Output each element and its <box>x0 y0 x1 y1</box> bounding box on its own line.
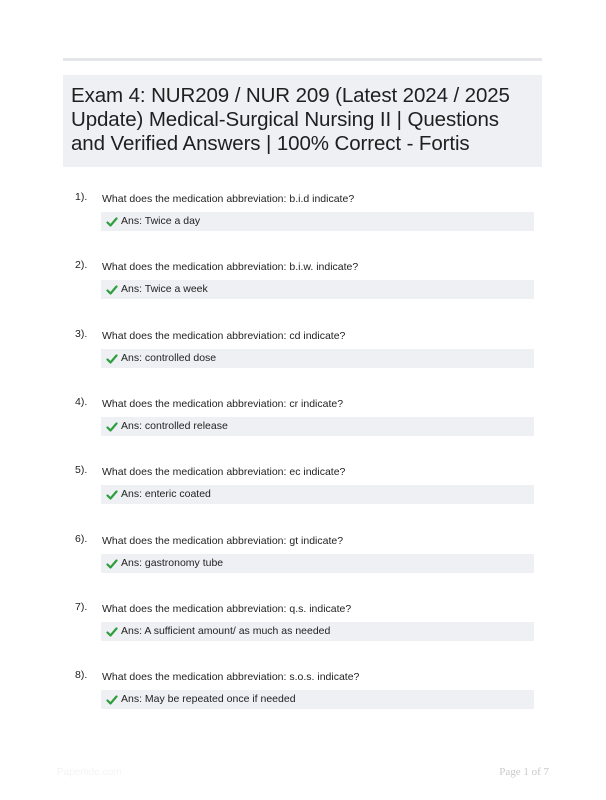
check-icon <box>106 558 118 570</box>
check-icon <box>106 626 118 638</box>
check-icon <box>106 489 118 501</box>
title-box <box>63 75 542 167</box>
question-item-5 <box>0 464 606 524</box>
answer-box <box>101 690 534 709</box>
question-text: What does the medication abbreviation: gt indicate? <box>102 535 344 547</box>
answer-text: Ans: May be repeated once if needed <box>121 693 296 705</box>
answer-box <box>101 212 534 231</box>
question-text: What does the medication abbreviation: s.o.s. indicate? <box>102 671 360 683</box>
question-number: 6). <box>75 533 88 545</box>
question-item-7 <box>0 601 606 661</box>
question-number: 1). <box>75 191 88 203</box>
answer-text: Ans: enteric coated <box>121 488 211 500</box>
answer-box <box>101 417 534 436</box>
page-title: Exam 4: NUR209 / NUR 209 (Latest 2024 / 2025 Update) Medical-Surgical Nursing II | Questions and Verified Answers | 100% Correct - Fortis <box>71 84 510 155</box>
question-item-2 <box>0 259 606 319</box>
page-number: Page 1 of 7 <box>499 766 549 778</box>
question-item-6 <box>0 533 606 593</box>
answer-text: Ans: A sufficient amount/ as much as needed <box>121 625 331 637</box>
question-number: 4). <box>75 396 88 408</box>
answer-box <box>101 622 534 641</box>
answer-box <box>101 485 534 504</box>
check-icon <box>106 421 118 433</box>
question-text: What does the medication abbreviation: b.i.w. indicate? <box>102 261 359 273</box>
question-item-4 <box>0 396 606 456</box>
answer-text: Ans: Twice a week <box>121 283 208 295</box>
answer-box <box>101 280 534 299</box>
top-divider <box>63 58 542 61</box>
question-number: 5). <box>75 464 88 476</box>
question-text: What does the medication abbreviation: q.s. indicate? <box>102 603 352 615</box>
question-number: 7). <box>75 601 88 613</box>
answer-text: Ans: Twice a day <box>121 215 201 227</box>
answer-text: Ans: controlled dose <box>121 352 217 364</box>
question-text: What does the medication abbreviation: ec indicate? <box>102 466 346 478</box>
question-item-1 <box>0 191 606 251</box>
question-text: What does the medication abbreviation: cr indicate? <box>102 398 344 410</box>
check-icon <box>106 284 118 296</box>
check-icon <box>106 694 118 706</box>
footer-watermark: Papertide.com <box>57 767 122 778</box>
answer-box <box>101 554 534 573</box>
question-text: What does the medication abbreviation: b.i.d indicate? <box>102 193 355 205</box>
answer-box <box>101 349 534 368</box>
check-icon <box>106 216 118 228</box>
question-text: What does the medication abbreviation: cd indicate? <box>102 330 346 342</box>
answer-text: Ans: gastronomy tube <box>121 557 224 569</box>
answer-text: Ans: controlled release <box>121 420 228 432</box>
question-number: 3). <box>75 328 88 340</box>
question-number: 2). <box>75 259 88 271</box>
question-item-8 <box>0 669 606 729</box>
question-number: 8). <box>75 669 88 681</box>
question-item-3 <box>0 328 606 388</box>
check-icon <box>106 353 118 365</box>
